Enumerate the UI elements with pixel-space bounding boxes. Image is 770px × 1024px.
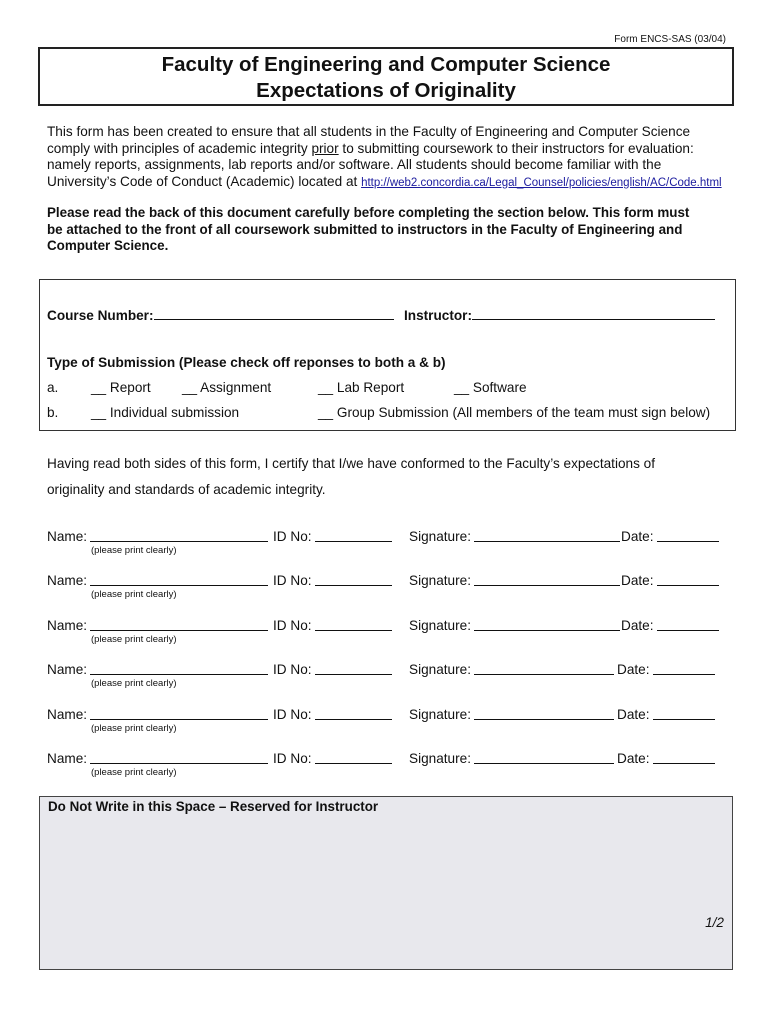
- course-number-field[interactable]: [154, 307, 394, 320]
- signature-label: Signature:: [409, 573, 471, 588]
- print-note: (please print clearly): [91, 678, 177, 689]
- id-field-wrap: [315, 751, 392, 767]
- software-option[interactable]: __ Software: [454, 380, 527, 395]
- signature-field[interactable]: [474, 751, 614, 764]
- lab-report-option[interactable]: __ Lab Report: [318, 380, 405, 395]
- intro-emphasis: prior: [311, 140, 339, 156]
- course-info-box: [39, 279, 736, 431]
- name-label: Name:: [47, 751, 88, 766]
- signature-field[interactable]: [474, 662, 614, 675]
- name-label: Name:: [47, 573, 88, 588]
- signature-field[interactable]: [474, 707, 614, 720]
- certify-line: Having read both sides of this form, I certify that I/we have conformed to the Faculty’s expectations of: [47, 456, 655, 471]
- intro-line: This form has been created to ensure that all students in the Faculty of Engineering and Computer Science: [47, 124, 691, 139]
- date-field-wrap: [653, 662, 715, 678]
- date-field[interactable]: [657, 618, 719, 631]
- signature-row: [47, 618, 737, 648]
- date-field-wrap: [653, 707, 715, 723]
- signature-row: [47, 751, 737, 781]
- row-b-letter: b.: [47, 405, 59, 420]
- date-field[interactable]: [657, 573, 719, 586]
- intro-text: to submitting coursework to their instructors for evaluation:: [338, 140, 694, 156]
- signature-row: [47, 707, 737, 737]
- date-label: Date:: [621, 529, 654, 544]
- id-label: ID No:: [273, 529, 312, 544]
- name-field[interactable]: [90, 573, 268, 586]
- intro-line: [47, 174, 737, 192]
- name-label: Name:: [47, 707, 88, 722]
- notice-paragraph: [47, 205, 737, 255]
- date-label: Date:: [621, 618, 654, 633]
- name-field-wrap: [90, 707, 268, 723]
- signature-label: Signature:: [409, 751, 471, 766]
- signature-label: Signature:: [409, 707, 471, 722]
- id-label: ID No:: [273, 751, 312, 766]
- name-field-wrap: [90, 529, 268, 545]
- id-field-wrap: [315, 618, 392, 634]
- course-number-row: [47, 307, 394, 323]
- id-field-wrap: [315, 662, 392, 678]
- instructor-row: [404, 307, 715, 323]
- intro-text: comply with principles of academic integrity: [47, 140, 312, 156]
- print-note: (please print clearly): [91, 767, 177, 778]
- intro-line: [47, 141, 737, 158]
- print-note: (please print clearly): [91, 634, 177, 645]
- intro-paragraph: [47, 124, 737, 191]
- certify-line: originality and standards of academic integrity.: [47, 482, 326, 497]
- notice-line: Computer Science.: [47, 238, 169, 253]
- name-field[interactable]: [90, 751, 268, 764]
- title-box: [38, 47, 734, 106]
- course-number-label: Course Number:: [47, 308, 154, 323]
- signature-field[interactable]: [474, 573, 620, 586]
- signature-field-wrap: [474, 662, 614, 678]
- print-note: (please print clearly): [91, 723, 177, 734]
- signature-label: Signature:: [409, 662, 471, 677]
- date-field[interactable]: [653, 707, 715, 720]
- individual-submission-option[interactable]: __ Individual submission: [91, 405, 240, 420]
- print-note: (please print clearly): [91, 545, 177, 556]
- instructor-field[interactable]: [472, 307, 715, 320]
- id-field-wrap: [315, 529, 392, 545]
- submission-type-heading: Type of Submission (Please check off reponses to both a & b): [47, 355, 446, 370]
- date-field[interactable]: [657, 529, 719, 542]
- id-label: ID No:: [273, 707, 312, 722]
- date-field[interactable]: [653, 751, 715, 764]
- signature-field[interactable]: [474, 618, 620, 631]
- name-field-wrap: [90, 662, 268, 678]
- id-field[interactable]: [315, 529, 392, 542]
- name-field[interactable]: [90, 662, 268, 675]
- signature-row: [47, 529, 737, 559]
- signature-field-wrap: [474, 707, 614, 723]
- signature-field-wrap: [474, 529, 620, 545]
- instructor-reserved-box: [39, 796, 733, 970]
- id-field[interactable]: [315, 618, 392, 631]
- group-submission-option[interactable]: __ Group Submission (All members of the team must sign below): [318, 405, 711, 420]
- name-label: Name:: [47, 618, 88, 633]
- date-field[interactable]: [653, 662, 715, 675]
- date-label: Date:: [617, 707, 650, 722]
- row-a-letter: a.: [47, 380, 59, 395]
- name-field[interactable]: [90, 707, 268, 720]
- name-field-wrap: [90, 618, 268, 634]
- id-field[interactable]: [315, 751, 392, 764]
- signature-row: [47, 573, 737, 603]
- instructor-label: Instructor:: [404, 308, 472, 323]
- date-field-wrap: [653, 751, 715, 767]
- date-field-wrap: [657, 618, 719, 634]
- intro-text: University’s Code of Conduct (Academic) located at: [47, 173, 362, 189]
- print-note: (please print clearly): [91, 589, 177, 600]
- id-label: ID No:: [273, 618, 312, 633]
- date-label: Date:: [621, 573, 654, 588]
- notice-line: be attached to the front of all coursework submitted to instructors in the Faculty of Engineering and: [47, 221, 683, 237]
- signature-row: [47, 662, 737, 692]
- name-field[interactable]: [90, 529, 268, 542]
- signature-label: Signature:: [409, 529, 471, 544]
- page-number: 1/2: [705, 915, 724, 930]
- report-option[interactable]: __ Report: [91, 380, 151, 395]
- signature-label: Signature:: [409, 618, 471, 633]
- date-label: Date:: [617, 751, 650, 766]
- page-title: Faculty of Engineering and Computer Science: [161, 53, 611, 76]
- id-field[interactable]: [315, 662, 392, 675]
- name-field[interactable]: [90, 618, 268, 631]
- form-code: Form ENCS-SAS (03/04): [614, 34, 726, 45]
- id-field-wrap: [315, 707, 392, 723]
- id-field[interactable]: [315, 707, 392, 720]
- id-label: ID No:: [273, 573, 312, 588]
- date-field-wrap: [657, 529, 719, 545]
- signature-field-wrap: [474, 573, 620, 589]
- signature-field-wrap: [474, 751, 614, 767]
- name-field-wrap: [90, 751, 268, 767]
- date-field-wrap: [657, 573, 719, 589]
- page-subtitle: Expectations of Originality: [256, 79, 516, 102]
- notice-line: Please read the back of this document carefully before completing the section below. This form must: [47, 205, 690, 220]
- date-label: Date:: [617, 662, 650, 677]
- signature-field[interactable]: [474, 529, 620, 542]
- intro-line: namely reports, assignments, lab reports and/or software. All students should become familiar with the: [47, 157, 662, 172]
- code-of-conduct-link[interactable]: http://web2.concordia.ca/Legal_Counsel/policies/english/AC/Code.html: [361, 176, 722, 189]
- signature-field-wrap: [474, 618, 620, 634]
- name-label: Name:: [47, 529, 88, 544]
- id-field[interactable]: [315, 573, 392, 586]
- reserved-title: Do Not Write in this Space – Reserved for Instructor: [48, 799, 379, 814]
- id-label: ID No:: [273, 662, 312, 677]
- assignment-option[interactable]: __ Assignment: [182, 380, 272, 395]
- name-field-wrap: [90, 573, 268, 589]
- id-field-wrap: [315, 573, 392, 589]
- name-label: Name:: [47, 662, 88, 677]
